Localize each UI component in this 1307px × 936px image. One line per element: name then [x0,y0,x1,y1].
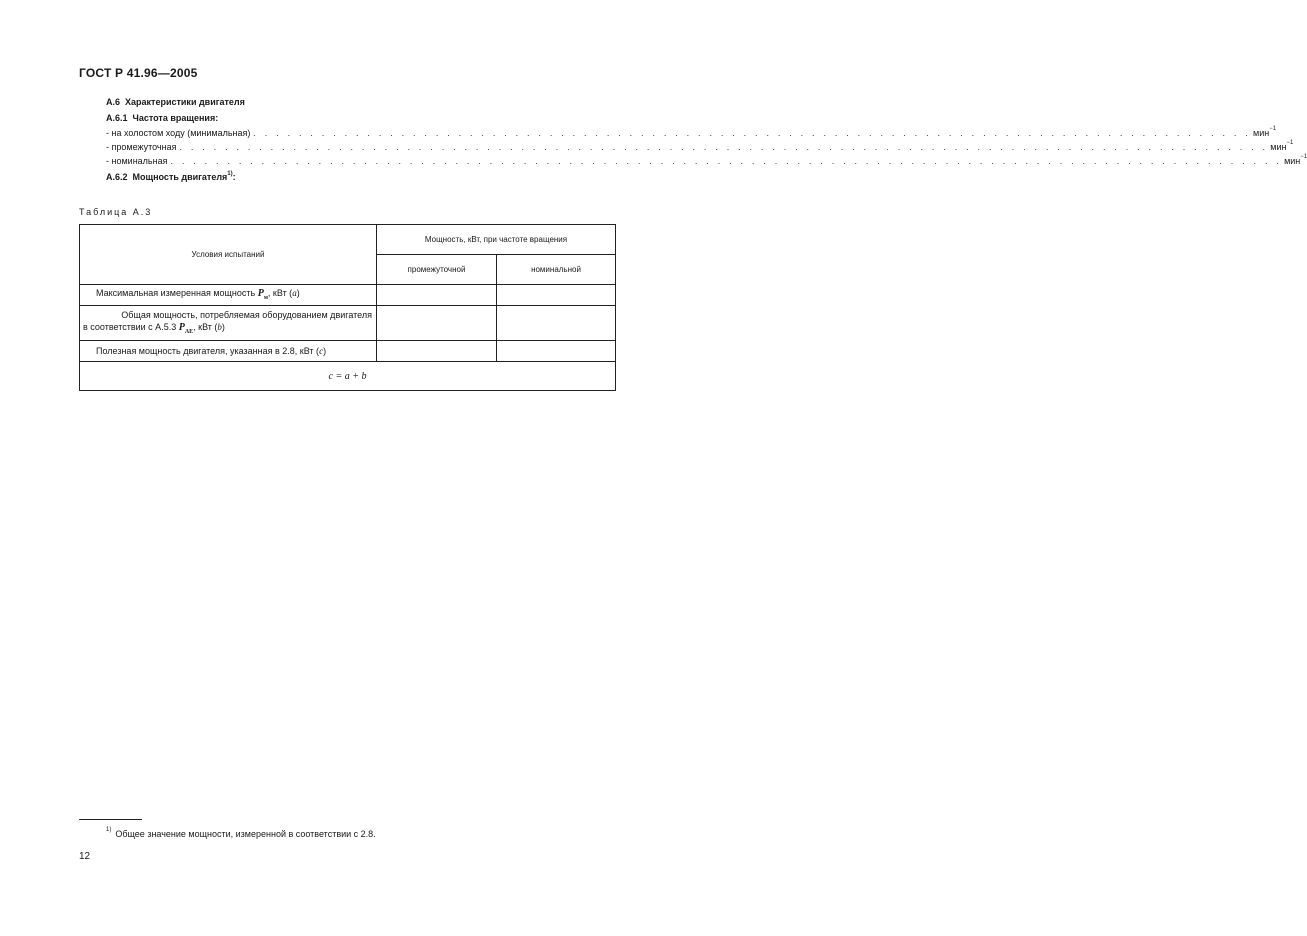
table-row [80,341,616,362]
value-cell-intermediate [377,306,497,341]
header-power: Мощность, кВт, при частоте вращения [377,225,616,255]
row-condition-cell: Полезная мощность двигателя, указанная в 2.8, кВт (c) [80,341,377,362]
footnote [106,829,376,839]
page-number: 12 [79,851,91,862]
section-number: А.6.1 [106,113,128,123]
value-cell-nominal [497,285,616,306]
table-caption: Таблица А.3 [79,207,153,217]
value-cell-nominal [497,341,616,362]
power-symbol: $P_{AE}$ [178,321,194,335]
header-intermediate: промежуточной [377,255,497,285]
dot-leader: . . . . . . . . . . . . . . . . . . . . . . . . . . . . . . . . . . . . . . . . . . . . . . . . . . . . . . . . . . . . . . . . . . . . . . . . . . . . . . . . . . . . . . . . . . . . . . . . . . [170,156,1283,166]
document-header: ГОСТ Р 41.96—2005 [79,66,198,80]
table-row [80,285,616,306]
section-title: Частота вращения: [132,113,219,123]
section-number: А.6 [106,97,121,107]
section-a61-heading [106,113,218,123]
table-row-formula [80,362,616,391]
unit-label: мин$^{-1}$ [1253,126,1277,138]
speed-line-intermediate [106,140,1294,154]
value-cell-nominal [497,306,616,341]
speed-line-label: - номинальная [106,156,168,166]
section-a62-heading: А.6.2 Мощность двигателя$^{1)}$: [106,171,236,182]
value-cell-intermediate [377,341,497,362]
footnote-text: Общее значение мощности, измеренной в соответствии с 2.8. [115,829,376,839]
speed-line-idle [106,126,1277,140]
power-table [79,224,616,391]
header-nominal: номинальной [497,255,616,285]
formula-cell: c = a + b [80,362,616,391]
dot-leader: . . . . . . . . . . . . . . . . . . . . . . . . . . . . . . . . . . . . . . . . . . . . . . . . . . . . . . . . . . . . . . . . . . . . . . . . . . . . . . . . . . . . . . . . . . . . . . . . [179,142,1269,152]
row-condition-cell: Общая мощность, потребляемая оборудованием двигателя в соответствии с А.5.3 $P_{AE}$, кВт (b) [80,306,377,341]
section-number: А.6.2 [106,172,128,182]
power-symbol: $P_м$ [257,287,268,301]
section-title: Характеристики двигателя [125,97,245,107]
row-condition-cell: Максимальная измеренная мощность $P_м$, кВт (a) [80,285,377,306]
speed-line-nominal [106,154,1307,168]
footnote-divider [79,819,142,820]
header-conditions: Условия испытаний [80,225,377,285]
value-cell-intermediate [377,285,497,306]
footnote-marker: 1) [106,827,112,833]
table-row [80,306,616,341]
speed-line-label: - на холостом ходу (минимальная) [106,128,251,138]
unit-label: мин$^{-1}$ [1270,140,1294,152]
section-title: Мощность двигателя [132,172,228,182]
section-a6-heading [106,97,245,107]
unit-label: мин$^{-1}$ [1284,154,1307,166]
footnote-reference[interactable]: 1) [227,171,233,177]
dot-leader: . . . . . . . . . . . . . . . . . . . . . . . . . . . . . . . . . . . . . . . . . . . . . . . . . . . . . . . . . . . . . . . . . . . . . . . . . . . . . . . . . . . . . . . . [253,128,1251,138]
speed-line-label: - промежуточная [106,142,177,152]
